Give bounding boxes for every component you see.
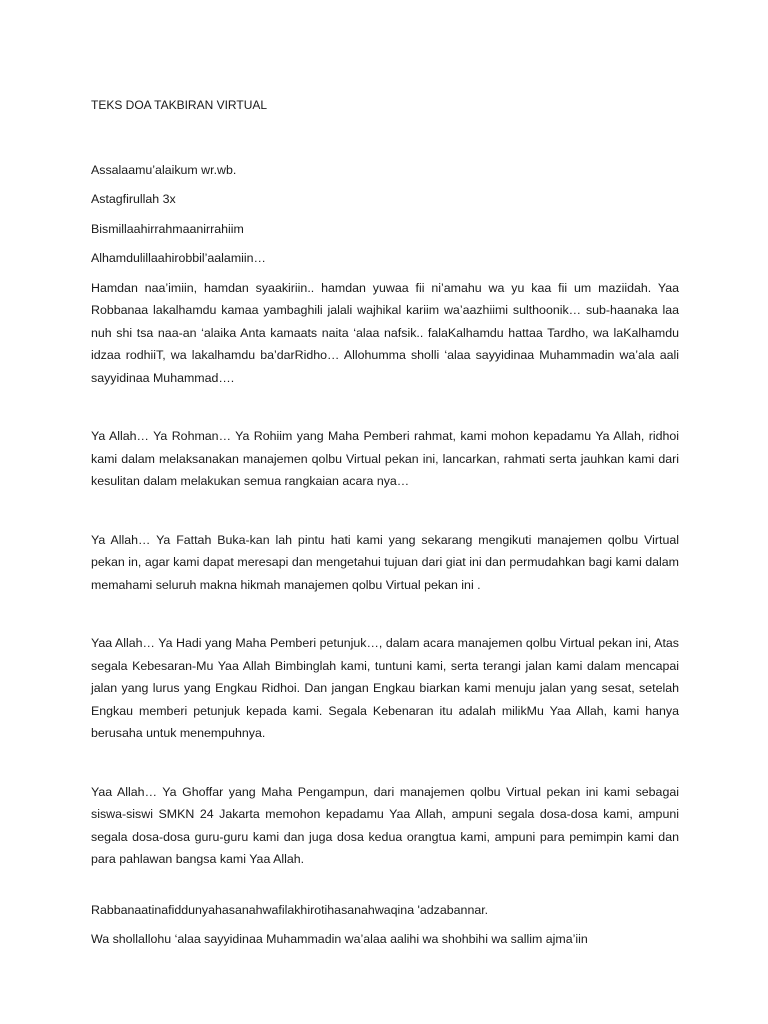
salam-opening: Assalaamu’alaikum wr.wb. [91,162,237,177]
paragraph-hamdan: Hamdan naa’imiin, hamdan syaakiriin.. hamdan yuwaa fii ni’amahu wa yu kaa fii um maziidah. Yaa Robbanaa lakalhamdu kamaa yambaghili jalali wajhikal kariim wa’aazhiimi sulthoonik… sub-haanaka laa nuh shi tsa naa-an ‘alaika Anta kamaats naita ‘alaa nafsik.. falaKalhamdu hattaa Tardho, wa laKalhamdu idzaa rodhiiT, wa lakalhamdu ba’darRidho… Allohumma sholli ‘alaa sayyidinaa Muhammadin wa’ala aali sayyidinaa Muhammad…. [91,280,679,385]
hamdalah-line: Alhamdulillaahirobbil’aalamiin… [91,251,266,265]
paragraph-ya-ghoffar: Yaa Allah… Ya Ghoffar yang Maha Pengampun, dari manajemen qolbu Virtual pekan ini kami sebagai siswa-siswi SMKN 24 Jakarta memohon kepadamu Yaa Allah, ampuni segala dosa-dosa kami, ampuni segala dosa-dosa guru-guru kami dan juga dosa kedua orangtua kami, ampuni para pemimpin kami dan para pahlawan bangsa kami Yaa Allah. [91,784,679,866]
rabbana-line: Rabbanaatinafiddunyahasanahwafilakhirotihasanahwaqina 'adzabannar. [91,902,489,917]
paragraph-ya-rohman: Ya Allah… Ya Rohman… Ya Rohiim yang Maha Pemberi rahmat, kami mohon kepadamu Ya Allah, ridhoi kami dalam melaksanakan manajemen qolbu Virtual pekan ini, lancarkan, rahmati serta jauhkan kami dari kesulitan dalam melakukan semua rangkaian acara nya… [91,429,679,488]
basmalah-line: Bismillaahirrahmaanirrahiim [91,221,244,236]
document-body [91,94,679,951]
document-title: TEKS DOA TAKBIRAN VIRTUAL [91,98,268,112]
paragraph-ya-fattah: Ya Allah… Ya Fattah Buka-kan lah pintu hati kami yang sekarang mengikuti manajemen qolbu Virtual pekan in, agar kami dapat meresapi dan mengetahui tujuan dari giat ini dan permudahkan bagi kami dalam memahami seluruh makna hikmah manajemen qolbu Virtual pekan ini . [91,532,679,592]
closing-sholawat: Wa shollallohu ‘alaa sayyidinaa Muhammadin wa’alaa aalihi wa shohbihi wa sallim ajma’iin [91,932,588,946]
paragraph-ya-hadi: Yaa Allah… Ya Hadi yang Maha Pemberi petunjuk…, dalam acara manajemen qolbu Virtual pekan ini, Atas segala Kebesaran-Mu Yaa Allah Bimbinglah kami, tuntuni kami, serta terangi jalan kami dalam mencapai jalan yang lurus yang Engkau Ridhoi. Dan jangan Engkau biarkan kami menuju jalan yang sesat, setelah Engkau memberi petunjuk kepada kami. Segala Kebenaran itu adalah milikMu Yaa Allah, kami hanya berusaha untuk menempuhnya. [91,636,679,740]
istighfar-line: Astagfirullah 3x [91,192,176,206]
